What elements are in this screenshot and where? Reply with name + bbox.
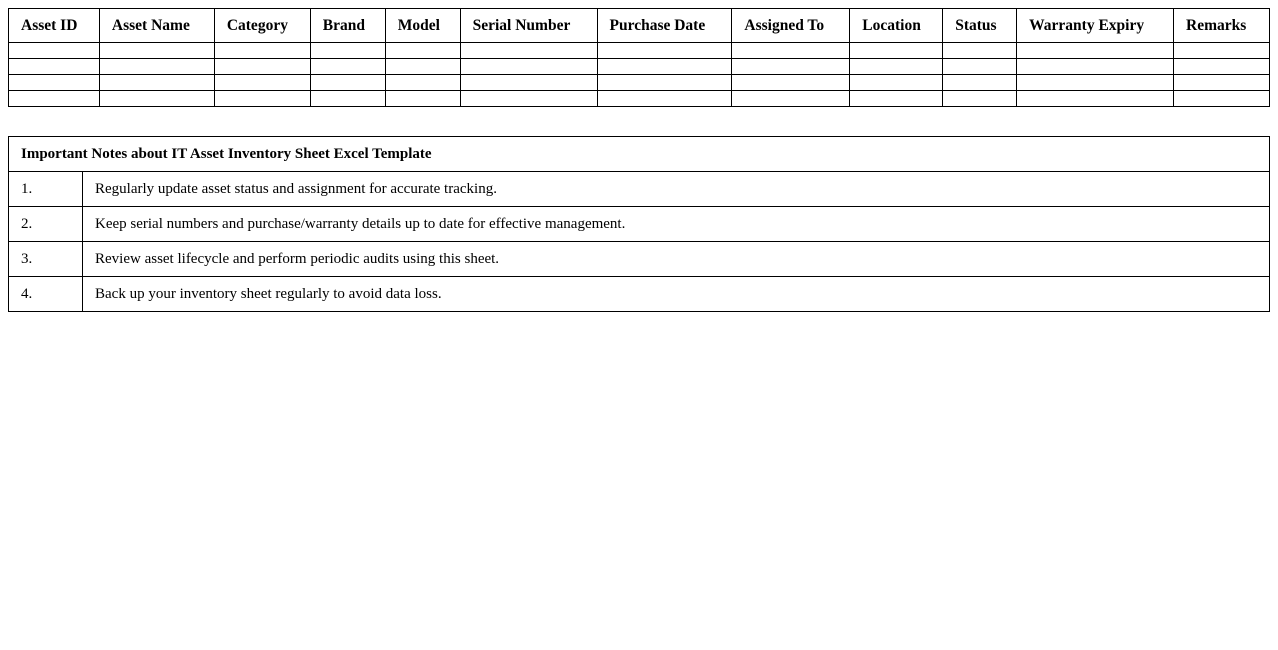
- notes-title-row: [9, 137, 1270, 172]
- table-row: [9, 59, 1270, 75]
- table-cell[interactable]: [9, 91, 100, 107]
- table-cell[interactable]: [850, 75, 943, 91]
- column-header-model[interactable]: Model: [385, 9, 460, 43]
- asset-table-body: [9, 43, 1270, 107]
- table-cell[interactable]: [214, 91, 310, 107]
- table-cell[interactable]: [1174, 91, 1270, 107]
- table-cell[interactable]: [597, 59, 732, 75]
- table-cell[interactable]: [310, 75, 385, 91]
- asset-inventory-table: [8, 8, 1270, 107]
- note-row: [9, 277, 1270, 312]
- table-row: [9, 43, 1270, 59]
- table-cell[interactable]: [9, 75, 100, 91]
- column-header-remarks[interactable]: Remarks: [1174, 9, 1270, 43]
- table-row: [9, 91, 1270, 107]
- table-cell[interactable]: [99, 59, 214, 75]
- note-number[interactable]: 3.: [9, 242, 83, 277]
- header-row: [9, 9, 1270, 43]
- table-cell[interactable]: [943, 59, 1017, 75]
- column-header-status[interactable]: Status: [943, 9, 1017, 43]
- table-cell[interactable]: [732, 75, 850, 91]
- table-cell[interactable]: [1174, 59, 1270, 75]
- table-cell[interactable]: [1017, 59, 1174, 75]
- table-cell[interactable]: [1017, 75, 1174, 91]
- note-number[interactable]: 2.: [9, 207, 83, 242]
- note-text[interactable]: Review asset lifecycle and perform periodic audits using this sheet.: [83, 242, 1270, 277]
- table-cell[interactable]: [310, 43, 385, 59]
- table-cell[interactable]: [310, 91, 385, 107]
- table-cell[interactable]: [850, 59, 943, 75]
- table-cell[interactable]: [597, 43, 732, 59]
- table-cell[interactable]: [1174, 75, 1270, 91]
- column-header-asset-name[interactable]: Asset Name: [99, 9, 214, 43]
- column-header-purchase-date[interactable]: Purchase Date: [597, 9, 732, 43]
- table-cell[interactable]: [460, 43, 597, 59]
- table-cell[interactable]: [310, 59, 385, 75]
- note-text[interactable]: Regularly update asset status and assignment for accurate tracking.: [83, 172, 1270, 207]
- notes-table: [8, 136, 1270, 312]
- note-number[interactable]: 4.: [9, 277, 83, 312]
- table-cell[interactable]: [597, 91, 732, 107]
- table-cell[interactable]: [732, 91, 850, 107]
- note-text[interactable]: Keep serial numbers and purchase/warranty details up to date for effective management.: [83, 207, 1270, 242]
- table-cell[interactable]: [99, 75, 214, 91]
- table-cell[interactable]: [460, 59, 597, 75]
- column-header-asset-id[interactable]: Asset ID: [9, 9, 100, 43]
- table-cell[interactable]: [9, 59, 100, 75]
- table-cell[interactable]: [850, 91, 943, 107]
- note-text[interactable]: Back up your inventory sheet regularly to avoid data loss.: [83, 277, 1270, 312]
- table-cell[interactable]: [385, 75, 460, 91]
- table-cell[interactable]: [214, 43, 310, 59]
- table-cell[interactable]: [385, 91, 460, 107]
- table-cell[interactable]: [9, 43, 100, 59]
- column-header-location[interactable]: Location: [850, 9, 943, 43]
- column-header-serial-number[interactable]: Serial Number: [460, 9, 597, 43]
- note-number[interactable]: 1.: [9, 172, 83, 207]
- column-header-brand[interactable]: Brand: [310, 9, 385, 43]
- table-cell[interactable]: [99, 91, 214, 107]
- table-cell[interactable]: [214, 59, 310, 75]
- table-cell[interactable]: [385, 59, 460, 75]
- table-cell[interactable]: [460, 91, 597, 107]
- table-cell[interactable]: [732, 43, 850, 59]
- note-row: [9, 207, 1270, 242]
- table-cell[interactable]: [1174, 43, 1270, 59]
- table-cell[interactable]: [850, 43, 943, 59]
- notes-title[interactable]: Important Notes about IT Asset Inventory Sheet Excel Template: [9, 137, 1270, 172]
- note-row: [9, 172, 1270, 207]
- table-cell[interactable]: [943, 75, 1017, 91]
- table-cell[interactable]: [214, 75, 310, 91]
- table-cell[interactable]: [385, 43, 460, 59]
- table-cell[interactable]: [943, 91, 1017, 107]
- table-cell[interactable]: [597, 75, 732, 91]
- table-cell[interactable]: [460, 75, 597, 91]
- column-header-category[interactable]: Category: [214, 9, 310, 43]
- table-row: [9, 75, 1270, 91]
- table-cell[interactable]: [943, 43, 1017, 59]
- table-cell[interactable]: [732, 59, 850, 75]
- table-cell[interactable]: [1017, 43, 1174, 59]
- table-cell[interactable]: [1017, 91, 1174, 107]
- column-header-warranty-expiry[interactable]: Warranty Expiry: [1017, 9, 1174, 43]
- table-cell[interactable]: [99, 43, 214, 59]
- note-row: [9, 242, 1270, 277]
- column-header-assigned-to[interactable]: Assigned To: [732, 9, 850, 43]
